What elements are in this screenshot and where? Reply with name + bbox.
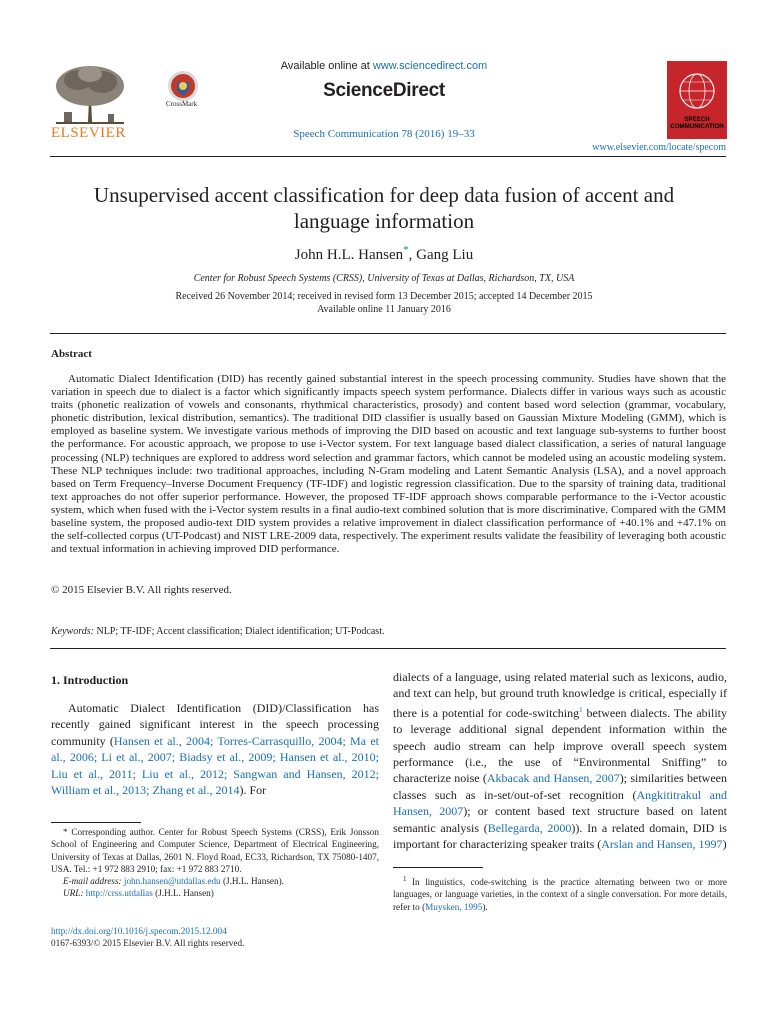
right-column-paragraph (393, 669, 727, 852)
footnote-corresponding-text (51, 826, 379, 875)
email-label: E-mail address: (63, 876, 122, 887)
available-online-prefix: Available online at (280, 60, 373, 72)
footnote-code-switching-text: In linguistics, code-switching is the practice alternating between two or more languages, or language varieties, in the context of a single conversation. For more details, refer to ( (393, 877, 727, 912)
footnote-corresponding-body: Corresponding author. Center for Robust Speech Systems (CRSS), Erik Jonsson School of Engineering and Computer Science, Department of Electrical Engineering, University of Texas at Dallas, 2601 N. Floyd Road, EC33, Richardson, TX 75080-1407, USA. Tel.: +1 972 883 2910; fax: +1 972 883 2710. (51, 827, 379, 874)
url-owner: (J.H.L. Hansen) (152, 888, 214, 899)
doi-link[interactable]: http://dx.doi.org/10.1016/j.specom.2015.12.004 (51, 926, 227, 936)
right-text-6: ) (722, 837, 727, 852)
abstract-heading: Abstract (51, 348, 92, 360)
header-divider (50, 156, 726, 157)
footnote-mark-1: 1 (403, 875, 407, 883)
intro-text-start: Automatic Dialect Identification (DID)/Classification has recently gained significant interest in the speech processing community ( (51, 701, 379, 748)
cover-title-1: SPEECH (684, 116, 710, 123)
email-link[interactable]: john.hansen@utdallas.edu (123, 876, 221, 887)
keywords-list: NLP; TF-IDF; Accent classification; Dialect identification; UT-Podcast. (93, 626, 385, 637)
title-divider (50, 333, 726, 334)
section-heading-introduction: 1. Introduction (51, 673, 129, 687)
footnote-code-switching-end: ). (482, 901, 488, 912)
footnote-corresponding (51, 826, 379, 900)
publisher-name: ELSEVIER (51, 125, 126, 141)
footnote-ref-1[interactable]: 1 (579, 705, 583, 714)
received-dates: Received 26 November 2014; received in revised form 13 December 2015; accepted 14 December 2015 (175, 291, 593, 302)
cover-title (667, 116, 727, 130)
cite-bellegarda[interactable]: Bellegarda, 2000 (487, 820, 572, 835)
right-text-3: ); similarities between classes such as in-set/out-of-set recognition ( (393, 771, 727, 802)
url-link[interactable]: http://crss.utdallas (85, 888, 153, 899)
right-text-4: ); or content based text structure based on latent semantic analysis ( (393, 804, 728, 835)
footnote-url (51, 887, 379, 899)
email-owner: (J.H.L. Hansen). (220, 876, 284, 887)
cite-arslan[interactable]: Arslan and Hansen, 1997 (601, 837, 723, 852)
cite-muysken[interactable]: Muysken, 1995 (425, 901, 483, 912)
corresponding-star[interactable]: * (403, 244, 409, 256)
cite-akbacak[interactable]: Akbacak and Hansen, 2007 (486, 771, 620, 786)
footnote-divider-right (393, 867, 483, 868)
footnote-code-switching (393, 873, 727, 913)
cover-title-2: COMMUNICATION (670, 123, 724, 130)
right-text-2: between dialects. The ability to leverage additional signal dependent information within the speech audio stream can help improve overall speech system performance (i.e., the use of “Environmental Sniffing” to characterize noise ( (393, 705, 727, 786)
intro-text-end: ). For (239, 783, 267, 798)
sciencedirect-link[interactable]: www.sciencedirect.com (372, 60, 488, 72)
author-separator: , (408, 247, 417, 263)
cite-angkititrakul[interactable]: Angkititrakul and Hansen, 2007 (393, 787, 728, 819)
intro-citations[interactable]: Hansen et al., 2004; Torres-Carrasquillo, 2004; Ma et al., 2006; Li et al., 2007; Biadsy et al., 2009; Hansen et al., 2010; Liu et al., 2011; Liu et al., 2012; Sangwan and Hansen, 2012; William et al., 2013; Zhang et al., 2014 (51, 733, 379, 798)
right-text-5: )). In a related domain, DID is important for characterizing speaker traits ( (393, 820, 727, 852)
doi-block (51, 925, 244, 950)
keywords (51, 626, 384, 637)
available-online (0, 60, 768, 72)
authors (0, 244, 768, 264)
issn-line: 0167-6393/© 2015 Elsevier B.V. All rights reserved. (51, 938, 245, 949)
keywords-label: Keywords: (51, 626, 94, 637)
right-text-1: dialects of a language, using related material such as lexicons, audio, and text can help, but ground truth knowledge is critical, especially if there is a potential for code-switching (393, 670, 727, 720)
footnote-star: * (63, 827, 68, 837)
author-1: John H.L. Hansen (294, 247, 404, 263)
sciencedirect-wordmark: ScienceDirect (323, 80, 445, 101)
footnote-email (51, 875, 379, 887)
article-title: Unsupervised accent classification for deep data fusion of accent and language information (93, 183, 675, 233)
author-2: Gang Liu (416, 247, 474, 263)
footnote-divider-left (51, 822, 141, 823)
abstract-divider (50, 648, 726, 649)
abstract-body: Automatic Dialect Identification (DID) has recently gained substantial interest in the speech processing community. Studies have shown that the variation in speech due to dialect is a factor which significantly impacts speech system performance. Dialects differ in various ways such as acoustic traits (phonetic realization of vowels and consonants, rhythmical characteristics, prosody) and content based word selection (grammar, vocabulary, phonetic distribution, lexical distribution, semantics). The traditional DID classifier is usually based on Gaussian Mixture Modeling (GMM), which is employed as baseline system. We investigate various methods of improving the DID based on acoustic and text language sub-systems to further boost the performance. For acoustic approach, we propose to use i-Vector system. For text language based dialect classification, a series of natural language processing (NLP) techniques are explored to address word selection and grammar factors, which cannot be modeled using an acoustic modeling system. These NLP techniques include: two traditional approaches, including N-Gram modeling and Latent Semantic Analysis (LSA), and a novel approach based on Term Frequency–Inverse Document Frequency (TF-IDF) and logistic regression classification. Due to the sparsity of training data, traditional text approaches do not offer superior performance. However, the proposed TF-IDF approach shows comparable performance to the i-Vector acoustic system, which when fused with the i-Vector system results in a final audio-text combined solution that is more discriminative. Compared with the GMM baseline system, the proposed audio-text DID system provides a relative improvement in dialect classification performance of +40.1% and +47.1% on the self-collected corpus (UT-Podcast) and NIST LRE-2009 data, respectively. The experiment results validate the feasibility of leveraging both acoustic and textual information in achieving improved DID performance. (51, 373, 726, 556)
crossmark-label: CrossMark (166, 100, 198, 108)
intro-paragraph (51, 700, 379, 798)
affiliation: Center for Robust Speech Systems (CRSS), University of Texas at Dallas, Richardson, TX, USA (193, 273, 575, 284)
url-label: URL: (63, 888, 84, 899)
journal-reference[interactable]: Speech Communication 78 (2016) 19–33 (293, 128, 475, 140)
available-date: Available online 11 January 2016 (317, 304, 451, 315)
journal-url[interactable]: www.elsevier.com/locate/specom (592, 142, 726, 153)
abstract-copyright: © 2015 Elsevier B.V. All rights reserved. (51, 584, 232, 596)
